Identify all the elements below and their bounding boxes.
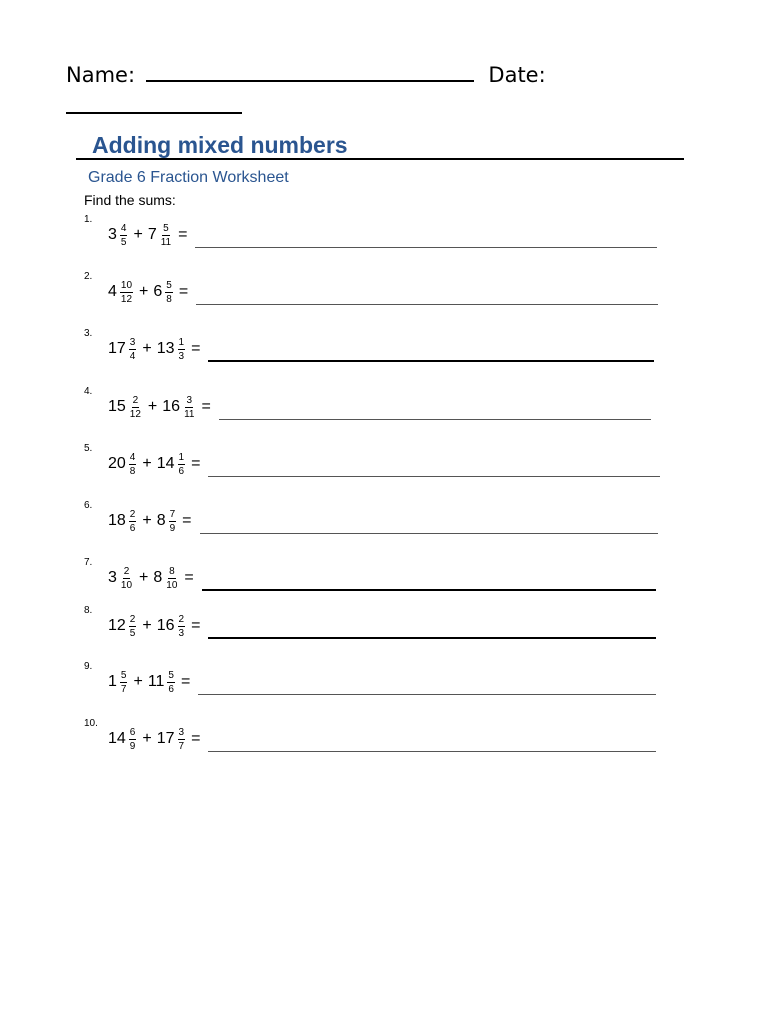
date-label: Date: xyxy=(488,63,546,87)
whole-number: 3 xyxy=(108,569,117,586)
whole-number: 16 xyxy=(156,617,175,634)
fraction xyxy=(165,566,178,591)
plus-sign: + xyxy=(142,730,152,747)
equals-sign: = xyxy=(182,512,192,529)
plus-sign: + xyxy=(142,512,152,529)
problem-expression xyxy=(108,667,656,697)
denominator: 6 xyxy=(168,683,174,695)
problem-expression xyxy=(108,277,658,307)
fraction xyxy=(178,727,186,752)
plus-sign: + xyxy=(133,673,143,690)
whole-number: 15 xyxy=(108,398,126,415)
worksheet-title: Adding mixed numbers xyxy=(92,132,348,158)
denominator: 5 xyxy=(120,236,127,248)
problem-number: 9. xyxy=(84,661,93,672)
problem-expression xyxy=(108,334,654,364)
fraction xyxy=(183,395,195,420)
answer-line[interactable] xyxy=(208,476,660,477)
answer-line[interactable] xyxy=(195,247,657,248)
problem-6 xyxy=(84,500,674,540)
denominator: 10 xyxy=(120,579,133,591)
denominator: 9 xyxy=(169,522,176,534)
problem-expression xyxy=(108,506,658,536)
numerator: 5 xyxy=(120,669,127,681)
numerator: 8 xyxy=(169,565,175,577)
plus-sign: + xyxy=(142,455,152,472)
numerator: 2 xyxy=(132,394,139,406)
plus-sign: + xyxy=(133,226,143,243)
problem-7 xyxy=(84,557,674,597)
denominator: 11 xyxy=(184,408,195,420)
problem-expression xyxy=(108,220,657,250)
numerator: 4 xyxy=(129,451,136,463)
problem-8 xyxy=(84,605,674,645)
whole-number: 8 xyxy=(156,512,166,529)
problem-number: 10. xyxy=(84,718,98,729)
equals-sign: = xyxy=(178,283,189,300)
denominator: 7 xyxy=(120,683,127,695)
worksheet-subtitle: Grade 6 Fraction Worksheet xyxy=(88,169,289,186)
numerator: 5 xyxy=(168,669,174,681)
answer-line[interactable] xyxy=(196,304,658,305)
numerator: 4 xyxy=(120,222,127,234)
whole-number: 17 xyxy=(156,730,175,747)
denominator: 7 xyxy=(178,740,185,752)
fraction xyxy=(167,670,175,695)
whole-number: 8 xyxy=(153,569,163,586)
numerator: 7 xyxy=(169,508,176,520)
fraction xyxy=(129,727,137,752)
date-field-line[interactable] xyxy=(66,96,242,114)
fraction xyxy=(120,280,133,305)
fraction xyxy=(178,614,186,639)
answer-line[interactable] xyxy=(208,751,656,752)
numerator: 2 xyxy=(123,565,130,577)
whole-number: 3 xyxy=(108,226,117,243)
fraction xyxy=(129,395,142,420)
numerator: 2 xyxy=(129,508,136,520)
fraction xyxy=(129,452,137,477)
problem-number: 8. xyxy=(84,605,93,616)
problem-number: 1. xyxy=(84,214,93,225)
numerator: 1 xyxy=(178,336,185,348)
fraction xyxy=(129,614,137,639)
answer-line[interactable] xyxy=(198,694,656,695)
numerator: 2 xyxy=(178,613,185,625)
fraction xyxy=(120,223,128,248)
denominator: 8 xyxy=(166,293,172,305)
whole-number: 4 xyxy=(108,283,117,300)
whole-number: 14 xyxy=(156,455,175,472)
fraction xyxy=(178,452,186,477)
name-label: Name: xyxy=(66,63,136,87)
answer-line[interactable] xyxy=(200,533,658,534)
plus-sign: + xyxy=(139,283,149,300)
problem-2 xyxy=(84,271,674,311)
problem-number: 5. xyxy=(84,443,93,454)
whole-number: 7 xyxy=(147,226,157,243)
whole-number: 16 xyxy=(162,398,181,415)
problem-5 xyxy=(84,443,674,483)
problem-number: 7. xyxy=(84,557,93,568)
fraction xyxy=(169,509,177,534)
whole-number: 18 xyxy=(108,512,126,529)
denominator: 10 xyxy=(166,579,178,591)
equals-sign: = xyxy=(191,455,201,472)
instructions: Find the sums: xyxy=(84,192,176,208)
problem-10 xyxy=(84,718,674,758)
whole-number: 6 xyxy=(153,283,163,300)
numerator: 5 xyxy=(163,222,169,234)
problem-expression xyxy=(108,449,660,479)
whole-number: 14 xyxy=(108,730,126,747)
denominator: 6 xyxy=(129,522,136,534)
answer-line[interactable] xyxy=(202,589,656,591)
problem-9 xyxy=(84,661,674,701)
denominator: 5 xyxy=(129,627,136,639)
problem-expression xyxy=(108,611,656,641)
problem-number: 4. xyxy=(84,386,93,397)
plus-sign: + xyxy=(142,617,152,634)
whole-number: 1 xyxy=(108,673,117,690)
whole-number: 17 xyxy=(108,340,126,357)
whole-number: 12 xyxy=(108,617,126,634)
denominator: 3 xyxy=(178,350,185,362)
problem-expression xyxy=(108,563,656,593)
denominator: 6 xyxy=(178,465,185,477)
fraction xyxy=(129,337,137,362)
whole-number: 13 xyxy=(156,340,175,357)
header-line xyxy=(66,62,746,87)
problem-expression xyxy=(108,724,656,754)
fraction xyxy=(120,670,128,695)
numerator: 6 xyxy=(129,726,136,738)
fraction xyxy=(160,223,172,248)
equals-sign: = xyxy=(191,730,201,747)
title-divider xyxy=(76,158,684,160)
numerator: 2 xyxy=(129,613,136,625)
plus-sign: + xyxy=(147,398,158,415)
fraction xyxy=(120,566,133,591)
whole-number: 11 xyxy=(147,673,165,690)
equals-sign: = xyxy=(201,398,211,415)
fraction xyxy=(178,337,186,362)
equals-sign: = xyxy=(180,673,191,690)
problem-4 xyxy=(84,386,674,426)
numerator: 1 xyxy=(178,451,185,463)
numerator: 3 xyxy=(186,394,193,406)
problem-1 xyxy=(84,214,674,254)
numerator: 3 xyxy=(178,726,185,738)
equals-sign: = xyxy=(191,340,201,357)
answer-line[interactable] xyxy=(208,360,654,362)
denominator: 8 xyxy=(129,465,136,477)
problem-expression xyxy=(108,392,651,422)
denominator: 12 xyxy=(129,408,141,420)
plus-sign: + xyxy=(142,340,152,357)
numerator: 3 xyxy=(129,336,136,348)
denominator: 11 xyxy=(160,236,172,248)
numerator: 10 xyxy=(120,279,133,291)
problem-number: 6. xyxy=(84,500,93,511)
answer-line[interactable] xyxy=(208,637,656,639)
answer-line[interactable] xyxy=(219,419,651,420)
problem-3 xyxy=(84,328,674,368)
denominator: 12 xyxy=(120,293,133,305)
fraction xyxy=(129,509,137,534)
name-field-line[interactable] xyxy=(146,62,474,82)
fraction xyxy=(165,280,173,305)
whole-number: 20 xyxy=(108,455,126,472)
denominator: 9 xyxy=(129,740,136,752)
problem-number: 3. xyxy=(84,328,93,339)
denominator: 4 xyxy=(129,350,136,362)
problem-number: 2. xyxy=(84,271,93,282)
equals-sign: = xyxy=(178,226,188,243)
equals-sign: = xyxy=(191,617,201,634)
equals-sign: = xyxy=(184,569,194,586)
numerator: 5 xyxy=(166,279,172,291)
plus-sign: + xyxy=(139,569,149,586)
denominator: 3 xyxy=(178,627,185,639)
